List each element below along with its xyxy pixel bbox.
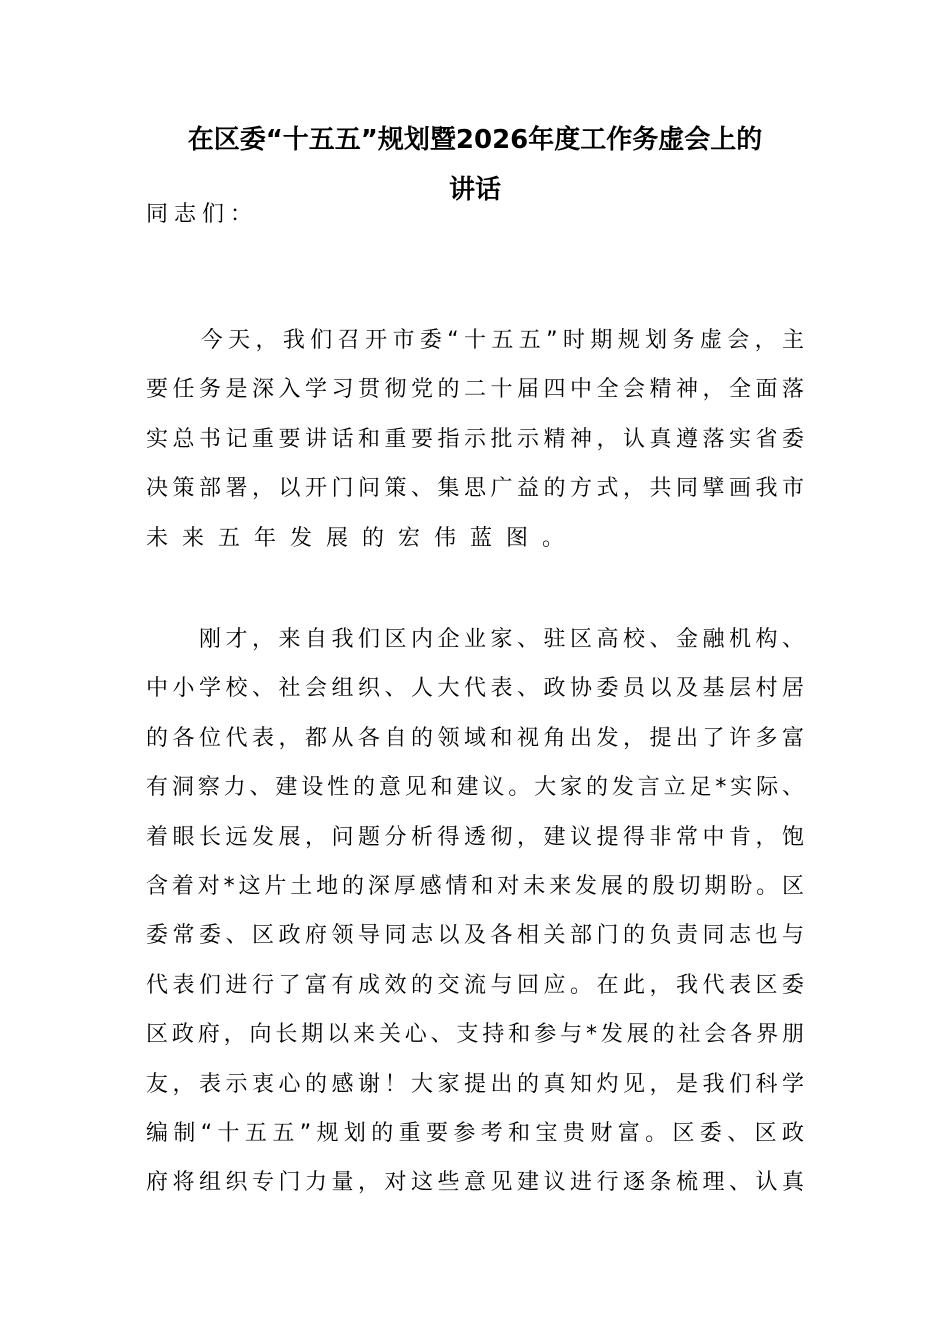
- text-line: 含着对*这片土地的深厚感情和对未来发展的殷切期盼。区: [146, 873, 804, 899]
- text-line: 未来五年发展的宏伟蓝图。: [146, 525, 579, 551]
- text-line: 代表们进行了富有成效的交流与回应。在此，我代表区委: [146, 972, 804, 998]
- text-line: 委常委、区政府领导同志以及各相关部门的负责同志也与: [146, 923, 804, 949]
- text-line: 着眼长远发展，问题分析得透彻，建议提得非常中肯，饱: [146, 824, 804, 850]
- text-line: 刚才，来自我们区内企业家、驻区高校、金融机构、: [146, 627, 804, 652]
- salutation: 同志们：: [146, 202, 259, 227]
- text-line: 区政府，向长期以来关心、支持和参与*发展的社会各界朋: [146, 1022, 804, 1048]
- text-line: 实总书记重要讲话和重要指示批示精神，认真遵落实省委: [146, 426, 804, 452]
- text-line: 的各位代表，都从各自的领域和视角出发，提出了许多富: [146, 725, 804, 751]
- document-title-line-2: 讲话: [448, 175, 501, 205]
- text-line: 府将组织专门力量，对这些意见建议进行逐条梳理、认真: [146, 1170, 804, 1196]
- document-title-line-1: 在区委“十五五”规划暨2026年度工作务虚会上的: [187, 125, 763, 155]
- text-line: 中小学校、社会组织、人大代表、政协委员以及基层村居: [146, 676, 804, 702]
- text-line: 今天，我们召开市委“十五五”时期规划务虚会，主: [146, 328, 804, 353]
- text-line: 编制“十五五”规划的重要参考和宝贵财富。区委、区政: [146, 1120, 804, 1146]
- text-line: 友，表示衷心的感谢！大家提出的真知灼见，是我们科学: [146, 1071, 804, 1097]
- paragraph-1: [146, 316, 804, 563]
- text-line: 要任务是深入学习贯彻党的二十届四中全会精神，全面落: [146, 377, 804, 403]
- text-line: 决策部署，以开门问策、集思广益的方式，共同擘画我市: [146, 476, 804, 502]
- text-line: 有洞察力、建设性的意见和建议。大家的发言立足*实际、: [146, 775, 804, 801]
- paragraph-2: [146, 615, 804, 1208]
